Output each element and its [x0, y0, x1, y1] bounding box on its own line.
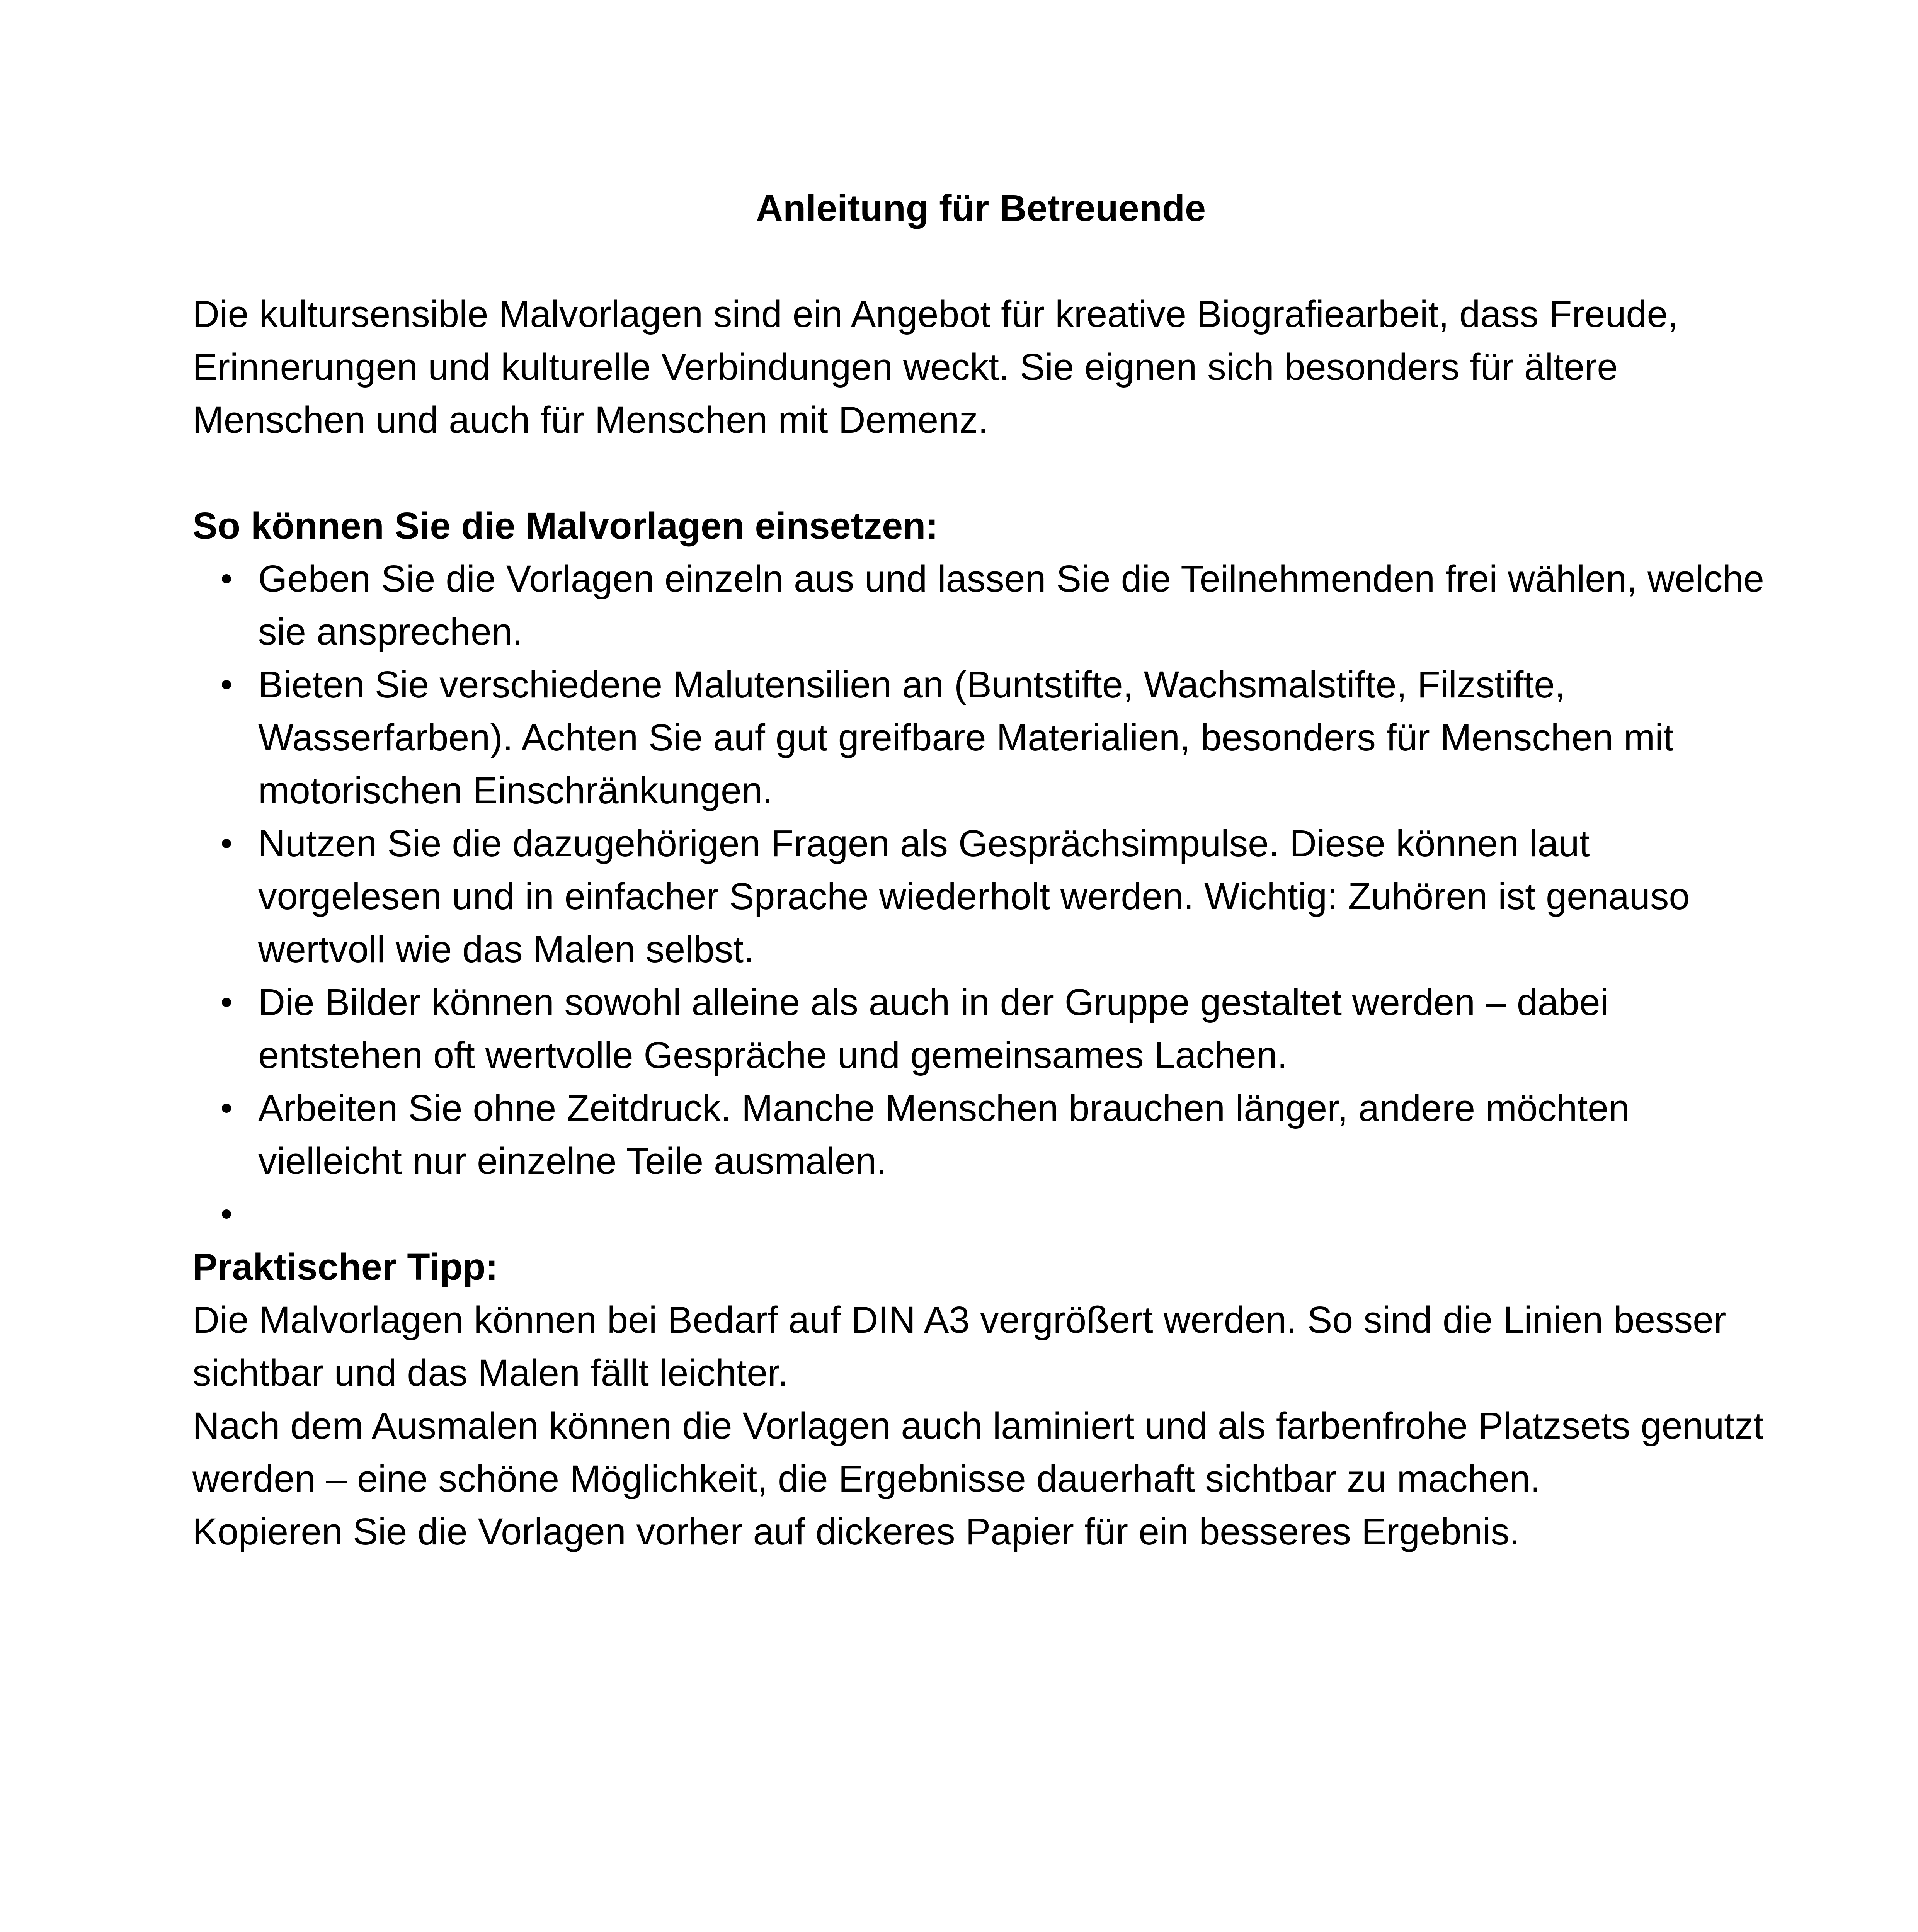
bullet-icon [222, 839, 231, 848]
usage-heading: So können Sie die Malvorlagen einsetzen: [192, 505, 938, 547]
bullet-icon [222, 574, 231, 583]
bullet-icon [222, 998, 231, 1007]
bullet-icon [222, 680, 231, 689]
intro-paragraph: Die kultursensible Malvorlagen sind ein Angebot für kreative Biografiearbeit, dass Freude, Erinnerungen und kulturelle Verbindungen weckt. Sie eignen sich besonders für ältere Menschen und auch für Menschen mit Demenz. [192, 293, 1678, 441]
usage-bullet-list [192, 552, 1769, 1240]
list-item [192, 1082, 1769, 1187]
bullet-icon [222, 1104, 231, 1113]
bullet-icon [222, 1209, 231, 1219]
list-item [192, 658, 1769, 817]
list-item [192, 976, 1769, 1082]
list-item-text: Bieten Sie verschiedene Malutensilien an (Buntstifte, Wachsmalstifte, Filzstifte, Wasserfarben). Achten Sie auf gut greifbare Materialien, besonders für Menschen mit motorischen Einschränkungen. [258, 663, 1674, 811]
tip-paragraph: Kopieren Sie die Vorlagen vorher auf dickeres Papier für ein besseres Ergebnis. [192, 1510, 1520, 1553]
tip-paragraph: Die Malvorlagen können bei Bedarf auf DIN A3 vergrößert werden. So sind die Linien besser sichtbar und das Malen fällt leichter. [192, 1299, 1726, 1394]
list-item [192, 552, 1769, 658]
list-item [192, 817, 1769, 976]
document-title: Anleitung für Betreuende [756, 187, 1206, 229]
tip-heading: Praktischer Tipp: [192, 1246, 498, 1288]
tip-paragraph: Nach dem Ausmalen können die Vorlagen auch laminiert und als farbenfrohe Platzsets genutzt werden – eine schöne Möglichkeit, die Ergebnisse dauerhaft sichtbar zu machen. [192, 1405, 1764, 1500]
list-item-empty [192, 1187, 1769, 1240]
list-item-text: Nutzen Sie die dazugehörigen Fragen als Gesprächsimpulse. Diese können laut vorgelesen und in einfacher Sprache wiederholt werden. Wichtig: Zuhören ist genauso wertvoll wie das Malen selbst. [258, 822, 1690, 970]
list-item-text: Geben Sie die Vorlagen einzeln aus und lassen Sie die Teilnehmenden frei wählen, welche sie ansprechen. [258, 558, 1765, 653]
list-item-text: Die Bilder können sowohl alleine als auch in der Gruppe gestaltet werden – dabei entstehen oft wertvolle Gespräche und gemeinsames Lachen. [258, 981, 1609, 1076]
list-item-text: Arbeiten Sie ohne Zeitdruck. Manche Menschen brauchen länger, andere möchten vielleicht nur einzelne Teile ausmalen. [258, 1087, 1630, 1182]
document-body [192, 182, 1769, 1558]
